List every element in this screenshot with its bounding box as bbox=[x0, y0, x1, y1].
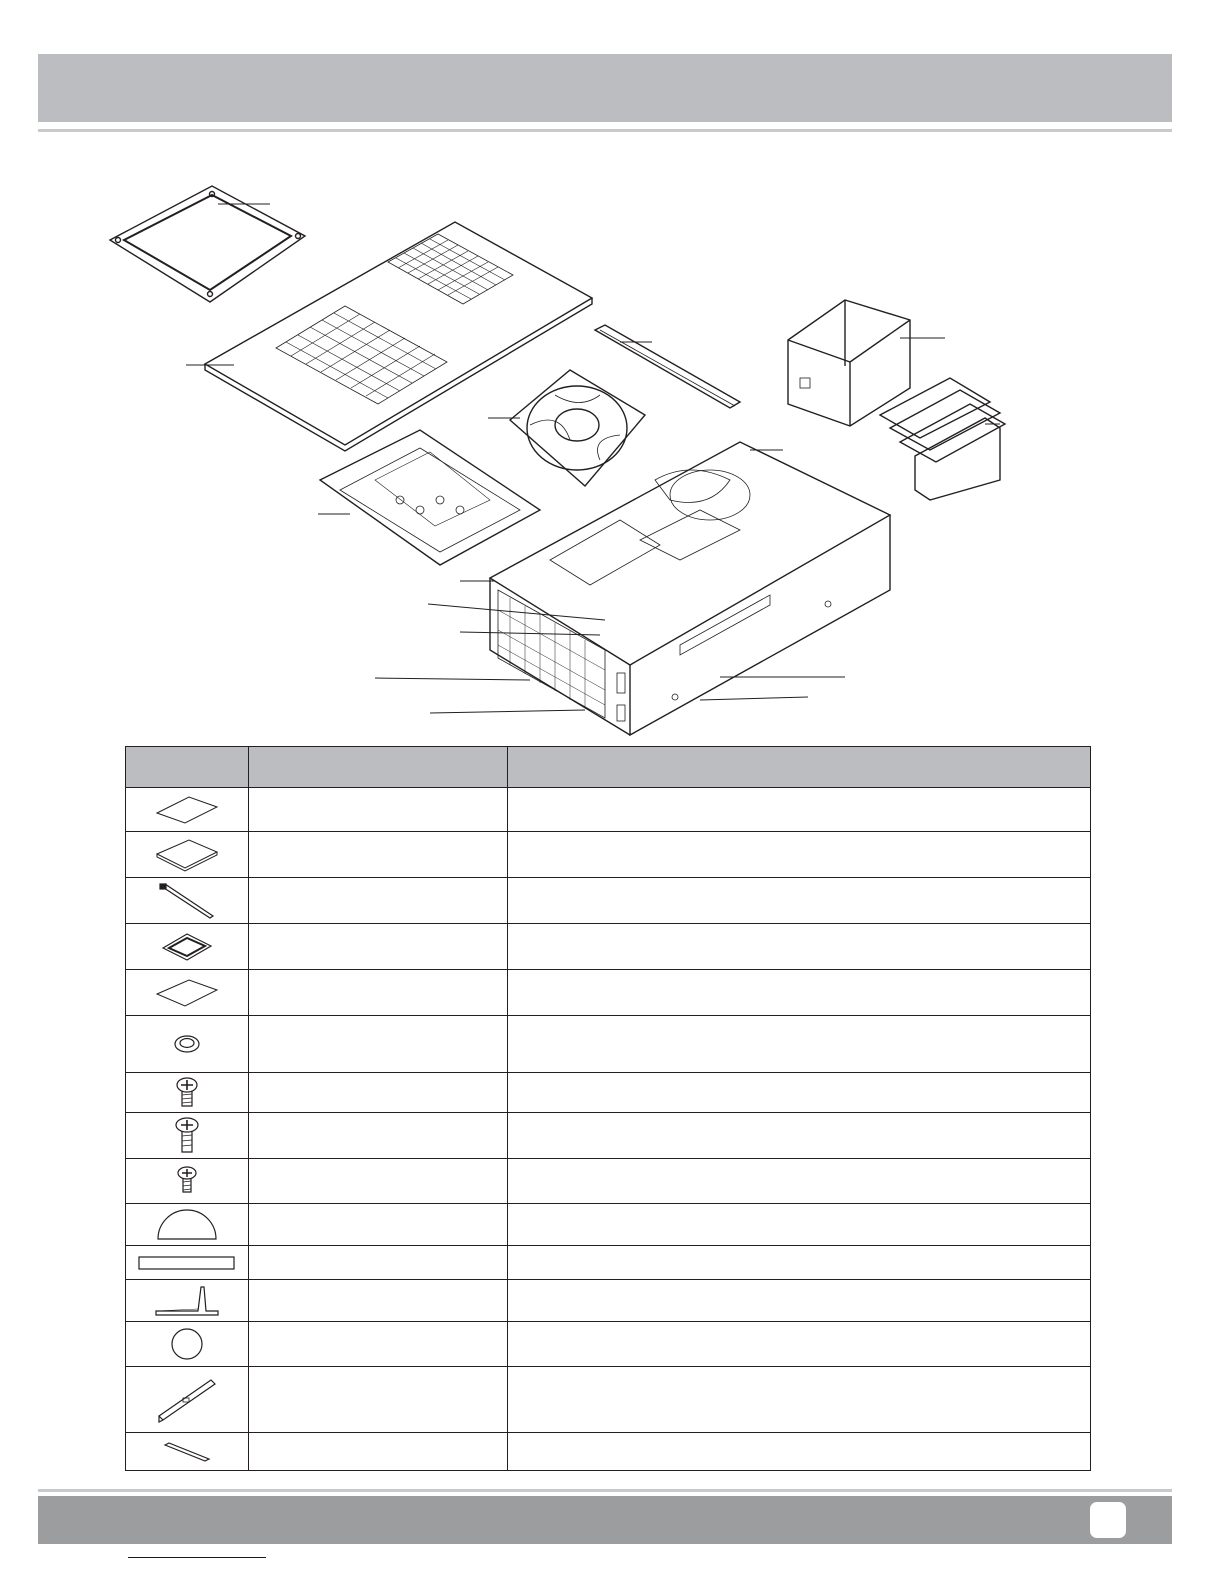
table-row bbox=[126, 1322, 1091, 1367]
part-name bbox=[249, 1322, 508, 1367]
part-description bbox=[508, 878, 1091, 924]
part-description bbox=[508, 970, 1091, 1016]
screw-xl-icon bbox=[126, 1113, 249, 1159]
part-description bbox=[508, 1016, 1091, 1073]
part-description bbox=[508, 1367, 1091, 1433]
table-row bbox=[126, 1073, 1091, 1113]
table-row bbox=[126, 924, 1091, 970]
grommet-icon bbox=[126, 1016, 249, 1073]
drive-tray-part bbox=[318, 430, 540, 565]
table-row bbox=[126, 1280, 1091, 1322]
table-row bbox=[126, 1016, 1091, 1073]
part-description bbox=[508, 1113, 1091, 1159]
part-description bbox=[508, 1073, 1091, 1113]
part-name bbox=[249, 924, 508, 970]
part-name bbox=[249, 788, 508, 832]
bag-icon bbox=[126, 970, 249, 1016]
fan-filter-part bbox=[110, 186, 305, 302]
footer-rule bbox=[38, 1489, 1172, 1492]
part-name bbox=[249, 1367, 508, 1433]
small-strip-icon bbox=[126, 1433, 249, 1471]
header-rule bbox=[38, 129, 1172, 132]
table-row bbox=[126, 1113, 1091, 1159]
table-row bbox=[126, 1159, 1091, 1204]
table-row bbox=[126, 1433, 1091, 1471]
top-cover-part bbox=[186, 222, 592, 451]
fan-bracket-part bbox=[595, 325, 740, 408]
l-bracket-icon bbox=[126, 1280, 249, 1322]
part-name bbox=[249, 970, 508, 1016]
screw-large-icon bbox=[126, 1073, 249, 1113]
chassis-part bbox=[375, 442, 890, 735]
part-name bbox=[249, 832, 508, 878]
part-name bbox=[249, 878, 508, 924]
hdd-tray-part bbox=[880, 378, 1005, 500]
part-description bbox=[508, 1159, 1091, 1204]
part-description bbox=[508, 1246, 1091, 1280]
long-bracket-icon bbox=[126, 1367, 249, 1433]
round-pad-icon bbox=[126, 1322, 249, 1367]
table-header-row bbox=[126, 747, 1091, 788]
fan-part bbox=[488, 370, 645, 486]
part-name bbox=[249, 1073, 508, 1113]
table-row bbox=[126, 878, 1091, 924]
part-description bbox=[508, 1433, 1091, 1471]
table-row bbox=[126, 832, 1091, 878]
footer-band bbox=[38, 1496, 1172, 1544]
strip-icon bbox=[126, 1246, 249, 1280]
bag-icon bbox=[126, 788, 249, 832]
part-description bbox=[508, 924, 1091, 970]
part-name bbox=[249, 1246, 508, 1280]
column-header-icon bbox=[126, 747, 249, 788]
table-row bbox=[126, 1246, 1091, 1280]
part-name bbox=[249, 1016, 508, 1073]
table-row bbox=[126, 1367, 1091, 1433]
page-number-box bbox=[1090, 1502, 1126, 1538]
part-name bbox=[249, 1280, 508, 1322]
table-row bbox=[126, 1204, 1091, 1246]
part-description bbox=[508, 1280, 1091, 1322]
manual-icon bbox=[126, 832, 249, 878]
part-name bbox=[249, 1204, 508, 1246]
part-description bbox=[508, 1322, 1091, 1367]
screw-small-icon bbox=[126, 1159, 249, 1204]
fan-filter-icon bbox=[126, 924, 249, 970]
foot-icon bbox=[126, 1204, 249, 1246]
table-row bbox=[126, 970, 1091, 1016]
part-name bbox=[249, 1159, 508, 1204]
part-description bbox=[508, 832, 1091, 878]
table-row bbox=[126, 788, 1091, 832]
part-name bbox=[249, 1433, 508, 1471]
header-band bbox=[38, 54, 1172, 122]
column-header-description bbox=[508, 747, 1091, 788]
drive-cage-part bbox=[788, 300, 945, 426]
footer-link[interactable] bbox=[128, 1557, 266, 1558]
column-header-name bbox=[249, 747, 508, 788]
part-description bbox=[508, 788, 1091, 832]
part-name bbox=[249, 1113, 508, 1159]
exploded-diagram bbox=[100, 180, 1130, 740]
parts-table bbox=[125, 746, 1091, 1471]
cable-tie-icon bbox=[126, 878, 249, 924]
part-description bbox=[508, 1204, 1091, 1246]
